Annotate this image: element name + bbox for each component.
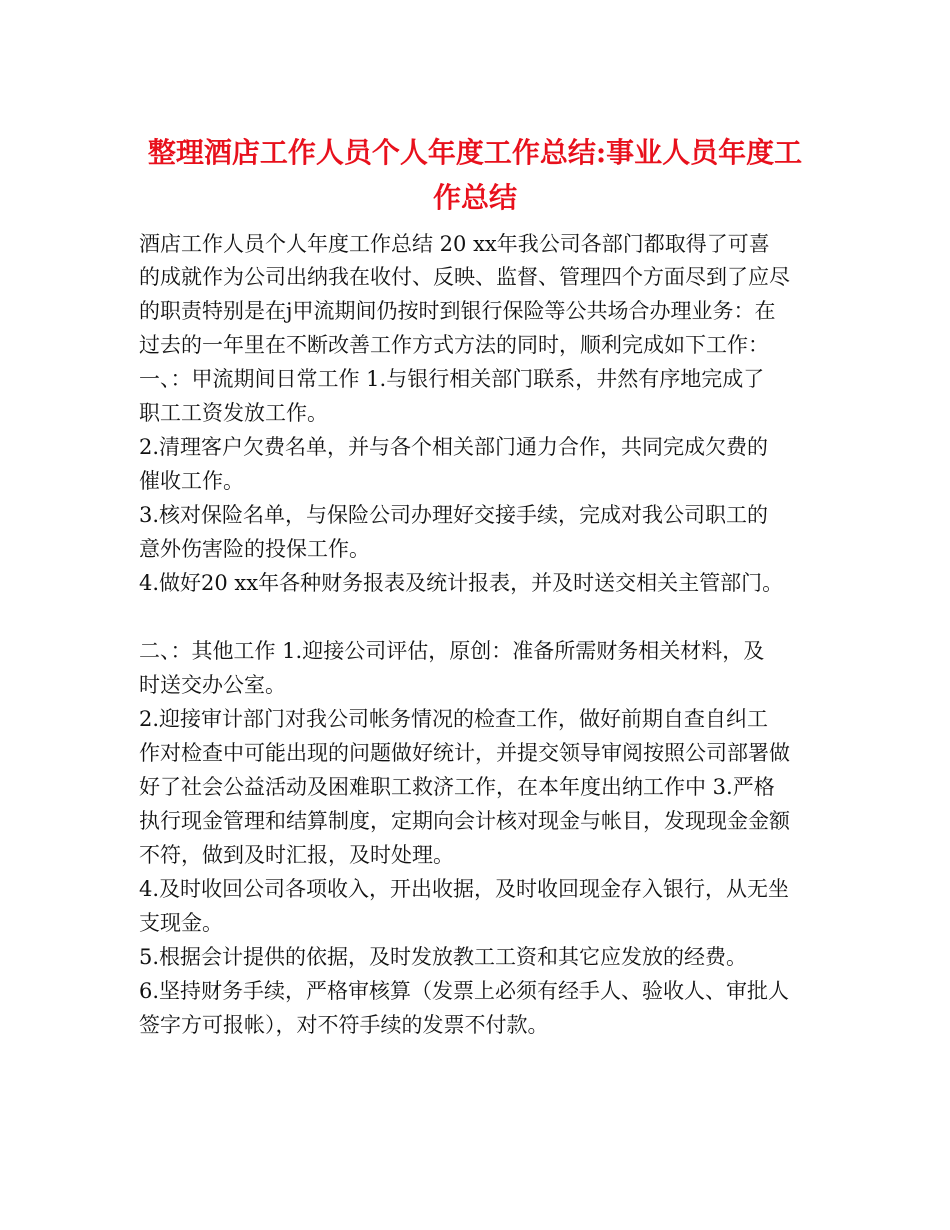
paragraph-line: 作对检查中可能出现的问题做好统计，并提交领导审阅按照公司部署做 (139, 741, 790, 765)
paragraph-line: 支现金。 (139, 911, 223, 935)
paragraph-line: 职工工资发放工作。 (139, 401, 328, 425)
paragraph-line: 催收工作。 (139, 469, 244, 493)
paragraph-line: 5.根据会计提供的依据，及时发放教工工资和其它应发放的经费。 (139, 945, 748, 969)
paragraph-line: 3.核对保险名单，与保险公司办理好交接手续，完成对我公司职工的 (139, 503, 769, 527)
paragraph-line: 签字方可报帐），对不符手续的发票不付款。 (139, 1013, 549, 1037)
paragraph-line: 2.迎接审计部门对我公司帐务情况的检查工作，做好前期自查自纠工 (139, 707, 769, 731)
paragraph-line: 二、：其他工作 1.迎接公司评估，原创：准备所需财务相关材料，及 (139, 639, 765, 663)
paragraph-line: 过去的一年里在不断改善工作方式方法的同时，顺利完成如下工作： (139, 333, 769, 357)
paragraph-line: 不符，做到及时汇报，及时处理。 (139, 843, 454, 867)
paragraph-line: 执行现金管理和结算制度，定期向会计核对现金与帐目，发现现金金额 (139, 809, 790, 833)
paragraph-line: 4.及时收回公司各项收入，开出收据，及时收回现金存入银行，从无坐 (139, 877, 790, 901)
document-title-line-1: 整理酒店工作人员个人年度工作总结:事业人员年度工 (147, 136, 803, 169)
paragraph-line: 4.做好20 xx年各种财务报表及统计报表，并及时送交相关主管部门。 (139, 571, 784, 595)
paragraph-line: 时送交办公室。 (139, 673, 286, 697)
paragraph-line: 6.坚持财务手续，严格审核算（发票上必须有经手人、验收人、审批人 (139, 979, 790, 1003)
paragraph-line: 一、：甲流期间日常工作 1.与银行相关部门联系，井然有序地完成了 (139, 367, 765, 391)
paragraph-line: 意外伤害险的投保工作。 (139, 537, 370, 561)
document-title-line-2: 作总结 (432, 181, 517, 214)
paragraph-line: 好了社会公益活动及困难职工救济工作，在本年度出纳工作中 3.严格 (139, 775, 775, 799)
paragraph-line: 2.清理客户欠费名单，并与各个相关部门通力合作，共同完成欠费的 (139, 435, 769, 459)
paragraph-line: 酒店工作人员个人年度工作总结 20 xx年我公司各部门都取得了可喜 (139, 232, 770, 256)
paragraph-line: 的成就作为公司出纳我在收付、反映、监督、管理四个方面尽到了应尽 (139, 265, 790, 289)
paragraph-line: 的职责特别是在j甲流期间仍按时到银行保险等公共场合办理业务：在 (139, 299, 776, 323)
